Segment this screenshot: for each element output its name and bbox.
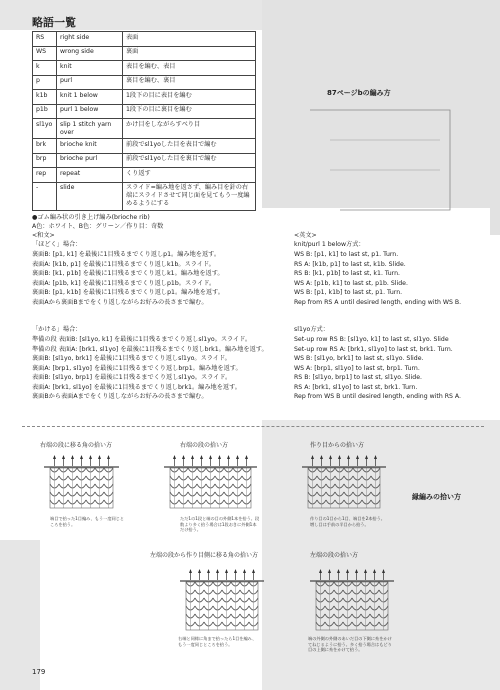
arrow-head	[189, 569, 192, 573]
glossary-row	[33, 139, 256, 154]
instruction-line: 表面Aから裏面Bまでをくり返しながらお好みの長さまで編む。	[32, 298, 208, 306]
hodoku-label: 「ほどく」場合：	[32, 241, 82, 248]
glossary-ja: 1段下の目に表目を編む	[123, 90, 256, 105]
glossary-en: brioche purl	[57, 153, 123, 168]
glossary-abbr: rep	[33, 168, 57, 183]
arrow-head	[225, 569, 228, 573]
arrow-head	[62, 455, 65, 459]
glossary-ja: 裏面	[123, 46, 256, 61]
instruction-line: WS A: [brp1, sl1yo] to last st, brp1. Turn.	[294, 364, 420, 372]
instruction-line: Set-up row RS B: [sl1yo, k1] to last st, sl1yo. Slide	[294, 336, 449, 343]
arrow-head	[382, 569, 385, 573]
arrow-head	[364, 569, 367, 573]
glossary-en: repeat	[57, 168, 123, 183]
diagram-2-swatch	[162, 452, 262, 512]
arrow-head	[89, 455, 92, 459]
glossary-en: slide	[57, 182, 123, 210]
instruction-line: Set-up row RS A: [brk1, sl1yo] to last st, brk1. Turn.	[294, 345, 453, 353]
arrow-head	[338, 455, 341, 459]
glossary-title: 略語一覧	[32, 16, 76, 29]
arrow-head	[216, 569, 219, 573]
instruction-line: RS B: [k1, p1b] to last st, k1. Turn.	[294, 270, 400, 277]
diagram-3-caption: 作り目の1目から1目、端目を2本拾う。増し目は手前の半目から拾う。	[310, 516, 385, 527]
glossary-ja: 表目を編む、表目	[123, 61, 256, 76]
instruction-line: 準備の段 表面A: [brk1, sl1yo] を最後に1目残るまでくり返しbrk1。編み地を返す。	[32, 345, 268, 353]
instruction-line: RS A: [k1b, p1] to last st, k1b. Slide.	[294, 260, 406, 268]
instruction-line: WS A: [p1b, k1] to last st, p1b. Slide.	[294, 279, 408, 287]
glossary-ja: かけ目をしながらすべり目	[123, 119, 256, 139]
glossary-en: knit	[57, 61, 123, 76]
glossary-row	[33, 104, 256, 119]
diagram-5-caption: 端の外側の外側のあいだ目の下側に糸をかけてねじるように拾う。多く拾う場合はもどり目の上側に糸をかけて拾う。	[308, 636, 392, 652]
instruction-line: RS A: [brk1, sl1yo] to last st, brk1. Turn.	[294, 383, 418, 391]
arrow-head	[182, 455, 185, 459]
arrow-head	[207, 569, 210, 573]
arrow-head	[243, 569, 246, 573]
glossary-abbr: k1b	[33, 90, 57, 105]
rib-colors: A色：ホワイト、B色：グリーン／作り目：奇数	[32, 223, 164, 230]
glossary-row	[33, 153, 256, 168]
arrow-head	[365, 455, 368, 459]
jp-heading: <和文>	[32, 232, 55, 239]
glossary-abbr: k	[33, 61, 57, 76]
instruction-line: 表面A: [k1b, p1] を最後に1目残るまでくり返しk1b。スライド。	[32, 260, 215, 268]
instruction-line: RS B: [sl1yo, brp1] to last st, sl1yo. Slide.	[294, 374, 422, 381]
arrow-head	[236, 455, 239, 459]
arrow-head	[311, 455, 314, 459]
instruction-line: 裏面A: [brp1, sl1yo] を最後に1目残るまでくり返しbrp1。編み地を返す。	[32, 364, 242, 372]
diagram-1-swatch	[42, 452, 122, 512]
arrow-head	[329, 455, 332, 459]
arrow-head	[337, 569, 340, 573]
instruction-line: WS B: [sl1yo, brk1] to last st, sl1yo. Slide.	[294, 355, 424, 362]
glossary-en: purl	[57, 75, 123, 90]
arrow-head	[191, 455, 194, 459]
glossary-abbr: brp	[33, 153, 57, 168]
glossary-row	[33, 90, 256, 105]
arrow-head	[107, 455, 110, 459]
diagram-3-title: 作り目からの拾い方	[310, 442, 365, 449]
glossary-en: knit 1 below	[57, 90, 123, 105]
pattern-schematic	[300, 100, 480, 220]
arrow-head	[218, 455, 221, 459]
arrow-head	[319, 569, 322, 573]
glossary-abbr: p1b	[33, 104, 57, 119]
knit-purl-label: knit/purl 1 below方式：	[294, 241, 365, 248]
glossary-row	[33, 182, 256, 210]
arrow-head	[374, 455, 377, 459]
glossary-ja: 1段下の目に裏目を編む	[123, 104, 256, 119]
arrow-head	[98, 455, 101, 459]
arrow-head	[71, 455, 74, 459]
kakeru-label: 「かける」場合：	[32, 326, 82, 333]
arrow-head	[198, 569, 201, 573]
diagram-4-caption: 右端と同様に角まで拾ったら1目を編み、もう一度同じところを拾う。	[178, 636, 257, 647]
arrow-head	[373, 569, 376, 573]
diagram-4-title: 左端の段から作り目側に移る角の拾い方	[150, 552, 259, 559]
diagram-5-swatch	[306, 566, 402, 632]
arrow-head	[234, 569, 237, 573]
instruction-line: Rep from RS A until desired length, ending with WS B.	[294, 298, 462, 306]
instruction-line: Rep from WS B until desired length, ending with RS A.	[294, 393, 461, 400]
arrow-head	[200, 455, 203, 459]
glossary-row	[33, 61, 256, 76]
arrow-head	[355, 569, 358, 573]
instruction-line: 裏面B: [p1, k1b] を最後に1目残るまでくり返しp1。編み地を返す。	[32, 289, 224, 296]
glossary-row	[33, 75, 256, 90]
arrow-head	[80, 455, 83, 459]
arrow-head	[209, 455, 212, 459]
glossary-row	[33, 168, 256, 183]
glossary-abbr: -	[33, 182, 57, 210]
arrow-head	[227, 455, 230, 459]
diagram-2-title: 右端の段の拾い方	[180, 442, 229, 449]
diagram-4-swatch	[176, 566, 272, 632]
diagram-1-title: 右端の段に移る角の拾い方	[40, 442, 113, 449]
glossary-row	[33, 32, 256, 47]
instruction-line: 表面B: [sl1yo, brp1] を最後に1目残るまでくり返しsl1yo。スライド。	[32, 374, 232, 381]
instruction-line: 準備の段 表面B: [sl1yo, k1] を最後に1目残るまでくり返しsl1yo。スライド。	[32, 336, 252, 343]
page-number: 179	[32, 668, 46, 676]
glossary-abbr: RS	[33, 32, 57, 47]
arrow-head	[346, 569, 349, 573]
arrow-head	[173, 455, 176, 459]
instruction-line: WS B: [p1, k1b] to last st, p1. Turn.	[294, 289, 403, 296]
glossary-ja: 前段でsl1yoした目を裏目で編む	[123, 153, 256, 168]
instruction-line: 表面A: [p1b, k1] を最後に1目残るまでくり返しp1b。スライド。	[32, 279, 216, 287]
sl1yo-label: sl1yo方式：	[294, 326, 329, 333]
instruction-line: 表面A: [brk1, sl1yo] を最後に1目残るまでくり返しbrk1。編み地を返す。	[32, 383, 241, 391]
glossary-ja: くり返す	[123, 168, 256, 183]
arrow-head	[252, 569, 255, 573]
glossary-ja: 前段でsl1yoした目を表目で編む	[123, 139, 256, 154]
glossary-en: purl 1 below	[57, 104, 123, 119]
glossary-ja: スライド=編み地を返さず、編み目を針の右端にスライドさせて同じ面を見てもう一度編めるようにする	[123, 182, 256, 210]
instruction-line: WS B: [p1, k1] to last st, p1. Turn.	[294, 251, 399, 258]
arrow-head	[328, 569, 331, 573]
arrow-head	[347, 455, 350, 459]
diagram-1-caption: 端目で拾った1目編み、もう一度同じところを拾う。	[50, 516, 125, 527]
glossary-table	[32, 31, 256, 211]
glossary-abbr: p	[33, 75, 57, 90]
arrow-head	[320, 455, 323, 459]
instruction-line: 裏面Bから表面Aまでをくり返しながらお好みの長さまで編む。	[32, 393, 208, 400]
instruction-line: 裏面B: [p1, k1] を最後に1目残るまでくり返しp1。編み地を返す。	[32, 251, 221, 258]
arrow-head	[53, 455, 56, 459]
en-heading: <英文>	[294, 232, 317, 239]
glossary-abbr: WS	[33, 46, 57, 61]
diagram-2-caption: ただ1の1段と端の目の外側1本を拾う。段数より多く拾う場合は1段おきに外側1本だけ拾う。	[180, 516, 260, 532]
rib-title: ●ゴム編み状の引き上げ編み(brioche rib)	[32, 214, 150, 221]
glossary-en: brioche knit	[57, 139, 123, 154]
section-divider	[22, 426, 484, 427]
glossary-abbr: brk	[33, 139, 57, 154]
instruction-line: 裏面B: [k1, p1b] を最後に1目残るまでくり返しk1。編み地を返す。	[32, 270, 224, 277]
glossary-abbr: sl1yo	[33, 119, 57, 139]
glossary-row	[33, 119, 256, 139]
glossary-en: slip 1 stitch yarn over	[57, 119, 123, 139]
edging-title: 縁編みの拾い方	[412, 493, 461, 501]
glossary-en: wrong side	[57, 46, 123, 61]
arrow-head	[245, 455, 248, 459]
diagram-5-title: 左端の段の拾い方	[310, 552, 359, 559]
glossary-row	[33, 46, 256, 61]
arrow-head	[356, 455, 359, 459]
glossary-en: right side	[57, 32, 123, 47]
diagram-3-swatch	[300, 452, 396, 512]
instruction-line: 裏面B: [sl1yo, brk1] を最後に1目残るまでくり返しsl1yo。スライド。	[32, 355, 231, 362]
reference-label: 87ページbの編み方	[327, 89, 391, 97]
glossary-ja: 表面	[123, 32, 256, 47]
glossary-ja: 裏目を編む、裏目	[123, 75, 256, 90]
